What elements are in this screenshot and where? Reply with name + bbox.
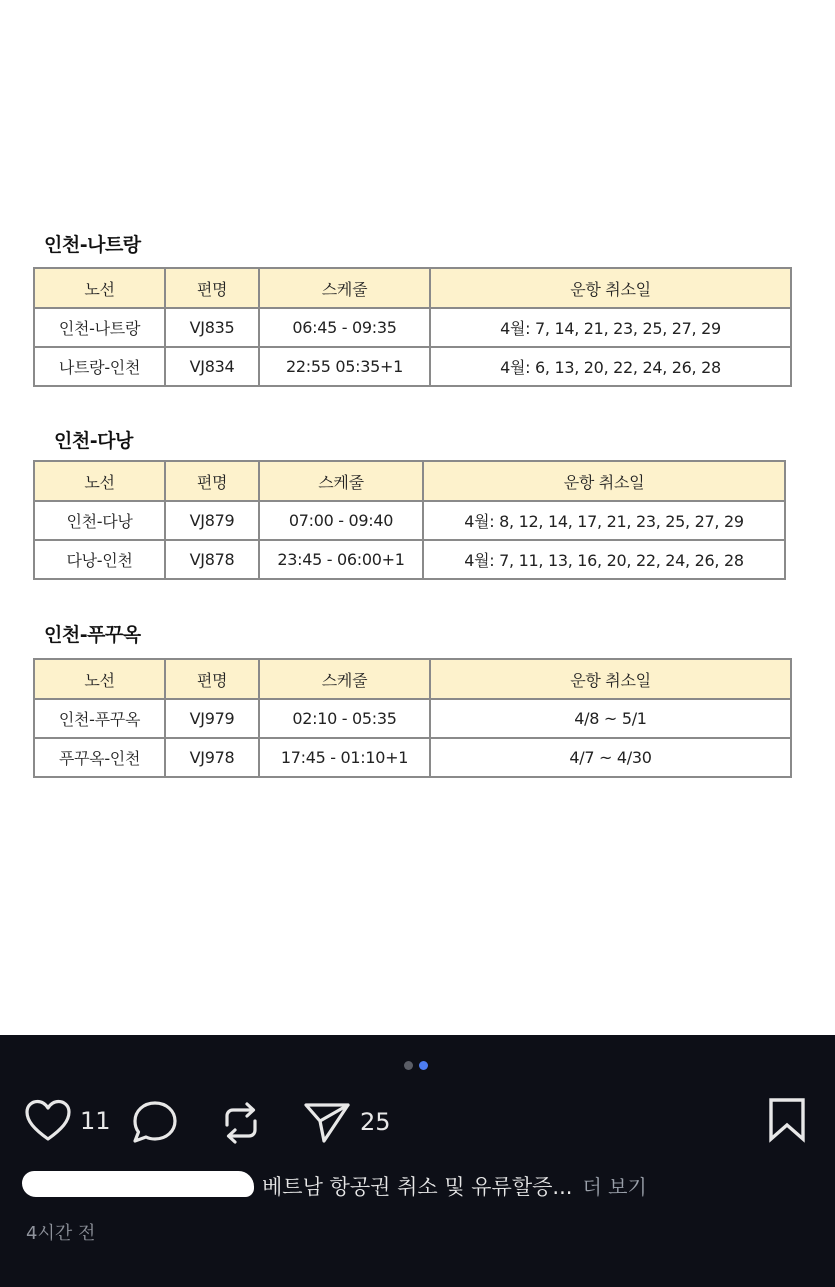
cancel-dates-cell: 4월: 6, 13, 20, 22, 24, 26, 28 [430, 347, 791, 386]
header-cell: 노선 [34, 659, 165, 699]
post-timestamp: 4시간 전 [26, 1223, 96, 1244]
section-title: 인천-나트랑 [44, 234, 141, 256]
redacted-username [22, 1171, 254, 1197]
table-row [34, 347, 791, 386]
schedule-cell: 07:00 - 09:40 [259, 501, 423, 540]
flight-cell: VJ978 [165, 738, 259, 777]
save-button[interactable] [767, 1097, 807, 1147]
repost-icon [217, 1099, 265, 1147]
share-count: 25 [360, 1108, 391, 1136]
carousel-dot[interactable] [404, 1061, 413, 1070]
schedule-cell: 02:10 - 05:35 [259, 699, 430, 738]
like-button[interactable] [24, 1099, 111, 1143]
table-header-row [34, 268, 791, 308]
carousel-dot-active[interactable] [419, 1061, 428, 1070]
header-cell: 스케줄 [259, 461, 423, 501]
header-cell: 스케줄 [259, 268, 430, 308]
table-header-row [34, 461, 785, 501]
header-cell: 편명 [165, 268, 259, 308]
schedule-cell: 22:55 05:35+1 [259, 347, 430, 386]
table-row [34, 738, 791, 777]
header-cell: 운항 취소일 [430, 268, 791, 308]
route-cell: 푸꾸옥-인천 [34, 738, 165, 777]
schedule-table [33, 460, 786, 580]
flight-cell: VJ834 [165, 347, 259, 386]
header-cell: 노선 [34, 268, 165, 308]
comment-icon [130, 1099, 180, 1145]
header-cell: 노선 [34, 461, 165, 501]
caption-text: 베트남 항공권 취소 및 유류할증... [262, 1175, 573, 1199]
header-cell: 운항 취소일 [430, 659, 791, 699]
header-cell: 스케줄 [259, 659, 430, 699]
post-action-bar [0, 1035, 835, 1287]
table-row [34, 501, 785, 540]
post-caption[interactable] [22, 1167, 822, 1201]
route-cell: 인천-푸꾸옥 [34, 699, 165, 738]
bookmark-icon [767, 1128, 807, 1147]
table-row [34, 308, 791, 347]
route-cell: 나트랑-인천 [34, 347, 165, 386]
like-count: 11 [80, 1107, 111, 1135]
table-header-row [34, 659, 791, 699]
route-cell: 다낭-인천 [34, 540, 165, 579]
flight-cell: VJ879 [165, 501, 259, 540]
section-title: 인천-푸꾸옥 [44, 624, 141, 646]
cancel-dates-cell: 4/7 ~ 4/30 [430, 738, 791, 777]
header-cell: 편명 [165, 659, 259, 699]
flight-cell: VJ835 [165, 308, 259, 347]
cancel-dates-cell: 4월: 8, 12, 14, 17, 21, 23, 25, 27, 29 [423, 501, 785, 540]
flight-cell: VJ979 [165, 699, 259, 738]
flight-cell: VJ878 [165, 540, 259, 579]
heart-icon [24, 1099, 72, 1143]
schedule-cell: 23:45 - 06:00+1 [259, 540, 423, 579]
cancel-dates-cell: 4월: 7, 14, 21, 23, 25, 27, 29 [430, 308, 791, 347]
route-cell: 인천-다낭 [34, 501, 165, 540]
cancel-dates-cell: 4/8 ~ 5/1 [430, 699, 791, 738]
repost-button[interactable] [217, 1099, 265, 1147]
schedule-cell: 06:45 - 09:35 [259, 308, 430, 347]
schedule-table [33, 658, 792, 778]
route-cell: 인천-나트랑 [34, 308, 165, 347]
cancel-dates-cell: 4월: 7, 11, 13, 16, 20, 22, 24, 26, 28 [423, 540, 785, 579]
header-cell: 운항 취소일 [423, 461, 785, 501]
comment-button[interactable] [130, 1099, 180, 1145]
schedule-cell: 17:45 - 01:10+1 [259, 738, 430, 777]
table-row [34, 699, 791, 738]
carousel-indicator [404, 1061, 428, 1070]
section-title: 인천-다낭 [54, 430, 133, 452]
schedule-table [33, 267, 792, 387]
header-cell: 편명 [165, 461, 259, 501]
more-link[interactable]: 더 보기 [582, 1175, 647, 1199]
share-button[interactable] [302, 1099, 391, 1145]
table-row [34, 540, 785, 579]
send-icon [302, 1099, 352, 1145]
